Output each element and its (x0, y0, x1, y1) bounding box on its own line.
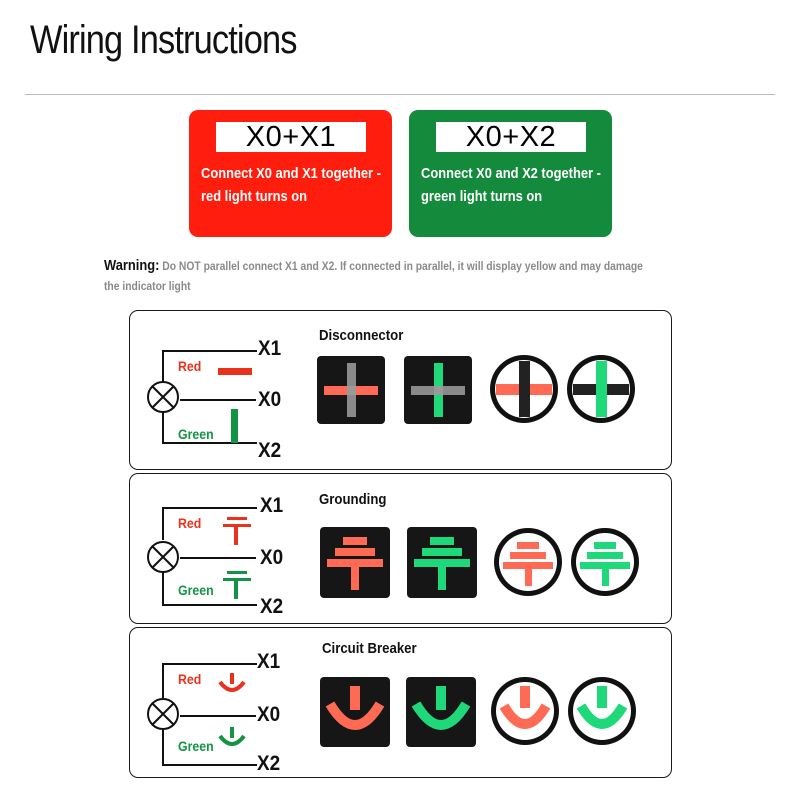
terminal-x2: X2 (258, 439, 282, 462)
warning-text: Do NOT parallel connect X1 and X2. If connected in parallel, it will display yellow and may damage the indicator light (104, 259, 643, 293)
page-title: Wiring Instructions (30, 18, 297, 62)
terminal-x0: X0 (257, 703, 281, 726)
indicator-square-red (317, 356, 385, 424)
terminal-x2: X2 (260, 595, 284, 618)
indicator-square-green (407, 527, 477, 598)
red-label: Red (178, 358, 202, 374)
panel-circuit-breaker (129, 627, 672, 778)
title-divider (25, 94, 775, 95)
warning-note (104, 256, 654, 296)
green-label: Green (178, 426, 214, 442)
panel-grounding (129, 473, 672, 624)
grounding-diagram (130, 474, 673, 625)
indicator-square-red (320, 677, 390, 747)
mode-description: Connect X0 and X1 together - red light turns on (201, 165, 381, 205)
red-disconnector-symbol (218, 368, 252, 375)
mode-code: X0+X2 (436, 122, 586, 152)
indicator-round-red (491, 677, 559, 745)
mode-code: X0+X1 (216, 122, 366, 152)
indicator-round-red (494, 528, 562, 596)
terminal-x1: X1 (258, 337, 282, 360)
mode-card-green (409, 110, 612, 237)
indicator-square-green (406, 677, 476, 747)
indicator-square-green (404, 356, 472, 424)
terminal-x0: X0 (260, 546, 284, 569)
terminal-x0: X0 (258, 388, 282, 411)
terminal-x2: X2 (257, 752, 281, 775)
terminal-x1: X1 (260, 494, 284, 517)
green-grounding-symbol (223, 571, 251, 599)
mode-description: Connect X0 and X2 together - green light turns on (421, 165, 601, 205)
green-label: Green (178, 738, 214, 754)
panel-disconnector (129, 310, 672, 470)
green-breaker-symbol (220, 727, 244, 744)
green-label: Green (178, 582, 214, 598)
panel-title: Circuit Breaker (322, 640, 417, 657)
panel-title: Grounding (319, 491, 387, 508)
terminal-x1: X1 (257, 650, 281, 673)
indicator-round-green (567, 355, 635, 423)
indicator-round-green (568, 677, 636, 745)
panel-title: Disconnector (319, 327, 404, 344)
warning-label: Warning: (104, 257, 160, 274)
green-disconnector-symbol (231, 409, 238, 443)
red-label: Red (178, 515, 202, 531)
red-breaker-symbol (220, 673, 244, 690)
red-label: Red (178, 671, 202, 687)
indicator-square-red (320, 527, 390, 598)
red-grounding-symbol (223, 517, 251, 545)
mode-card-red (189, 110, 392, 237)
indicator-round-green (571, 528, 639, 596)
indicator-round-red (490, 355, 558, 423)
